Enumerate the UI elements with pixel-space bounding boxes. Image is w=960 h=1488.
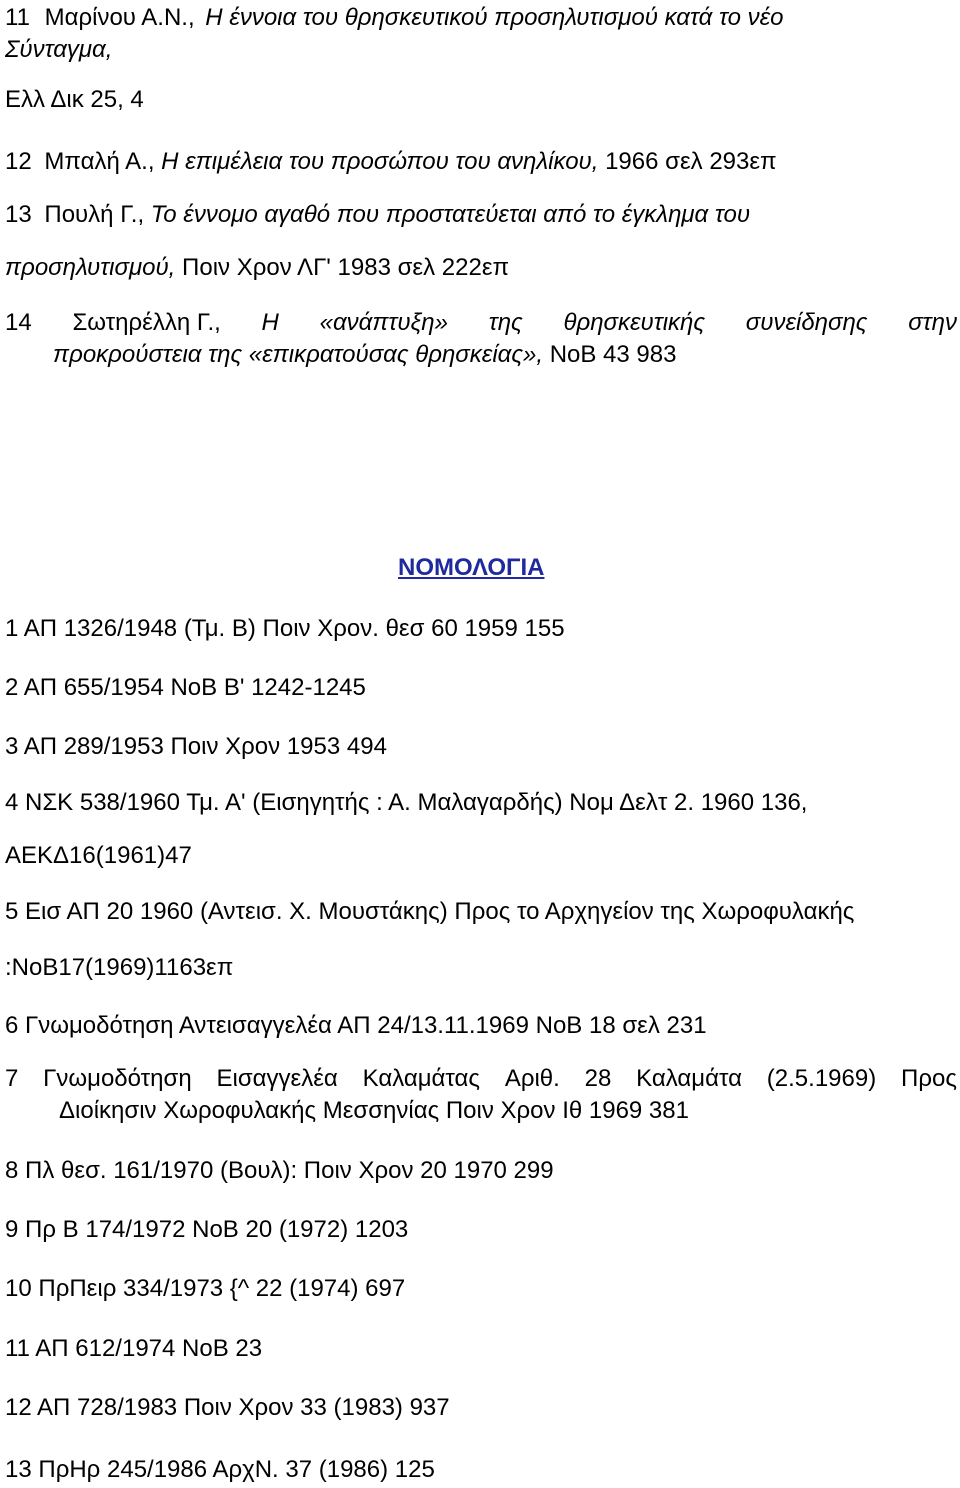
bib-title-word: στην [908, 309, 957, 336]
case-entry-4-cont: ΑΕΚΔ16(1961)47 [5, 842, 192, 869]
case-entry-12: 12 ΑΠ 728/1983 Ποιν Χρον 33 (1983) 937 [5, 1394, 450, 1421]
case-entry-2: 2 ΑΠ 655/1954 ΝοΒ Β' 1242-1245 [5, 674, 366, 701]
bib-author: Σωτηρέλλη Γ., [72, 309, 221, 336]
bib-title-word: «ανάπτυξη» [319, 309, 448, 336]
bib-source: 1966 σελ 293επ [605, 148, 777, 175]
case-word: Αριθ. [504, 1065, 560, 1092]
section-heading-case-law: ΝΟΜΟΛΟΓΙΑ [398, 554, 545, 581]
case-entry-6: 6 Γνωμοδότηση Αντεισαγγελέα ΑΠ 24/13.11.1969 ΝοΒ 18 σελ 231 [5, 1012, 707, 1039]
case-word: Εισαγγελέα [216, 1065, 338, 1092]
case-word: Καλαμάτας [362, 1065, 480, 1092]
bib-author: Μαρίνου Α.Ν., [44, 4, 195, 31]
case-entry-4: 4 ΝΣΚ 538/1960 Τμ. Α' (Εισηγητής : Α. Μαλαγαρδής) Νομ Δελτ 2. 1960 136, [5, 789, 808, 816]
case-word: 28 [584, 1065, 612, 1092]
bib-entry-14-cont [53, 340, 676, 370]
bib-author: Μπαλή Α., [44, 148, 155, 175]
bib-title-word: συνείδησης [745, 309, 868, 336]
case-entry-11: 11 ΑΠ 612/1974 ΝοΒ 23 [5, 1335, 263, 1362]
case-entry-5-cont: :ΝοΒ17(1969)1163επ [5, 954, 234, 981]
case-word: Προς [901, 1065, 957, 1092]
bib-title-word: Η [261, 309, 279, 336]
case-entry-1: 1 ΑΠ 1326/1948 (Τμ. Β) Ποιν Χρον. θεσ 60 1959 155 [5, 615, 565, 642]
bib-entry-11-source: Ελλ Δικ 25, 4 [5, 86, 144, 113]
bib-title-word: της [488, 309, 523, 336]
bib-entry-11 [5, 3, 784, 33]
bib-title: Η έννοια του θρησκευτικού προσηλυτισμού κατά το νέο [205, 4, 784, 31]
case-entry-8: 8 Πλ θεσ. 161/1970 (Βουλ): Ποιν Χρον 20 1970 299 [5, 1157, 554, 1184]
bib-title-cont: προκρούστεια της «επικρατούσας θρησκείας», [53, 341, 544, 368]
case-word: Γνωμοδότηση [43, 1065, 192, 1092]
case-word: Καλαμάτα [636, 1065, 742, 1092]
bib-author: Πουλή Γ., [44, 201, 145, 228]
case-entry-9: 9 Πρ Β 174/1972 ΝοΒ 20 (1972) 1203 [5, 1216, 409, 1243]
case-word: 7 [5, 1065, 19, 1092]
bib-number: 14 [5, 309, 32, 336]
case-entry-13: 13 ΠρΗρ 245/1986 ΑρχΝ. 37 (1986) 125 [5, 1456, 435, 1483]
bib-entry-11-title-cont: Σύνταγμα, [5, 36, 113, 63]
case-word: (2.5.1969) [766, 1065, 877, 1092]
bib-title: Η επιμέλεια του προσώπου του ανηλίκου, [161, 148, 599, 175]
bib-entry-14 [5, 308, 957, 338]
bib-source: Ποιν Χρον ΛΓ' 1983 σελ 222επ [182, 254, 510, 281]
bib-entry-12 [5, 147, 777, 177]
bib-number: 13 [5, 201, 32, 228]
case-entry-3: 3 ΑΠ 289/1953 Ποιν Χρον 1953 494 [5, 733, 387, 760]
bib-source: ΝοΒ 43 983 [549, 341, 677, 368]
bib-title-cont: προσηλυτισμού, [5, 254, 176, 281]
bib-title: Το έννομο αγαθό που προστατεύεται από το έγκλημα του [150, 201, 751, 228]
bib-entry-13 [5, 200, 750, 230]
bib-number: 11 [5, 4, 30, 31]
bib-entry-13-cont [5, 253, 509, 283]
case-entry-5: 5 Εισ ΑΠ 20 1960 (Αντεισ. Χ. Μουστάκης) Προς το Αρχηγείον της Χωροφυλακής [5, 898, 855, 925]
bib-number: 12 [5, 148, 32, 175]
bib-title-word: θρησκευτικής [563, 309, 706, 336]
case-entry-7 [5, 1064, 957, 1094]
case-entry-10: 10 ΠρΠειρ 334/1973 {^ 22 (1974) 697 [5, 1275, 406, 1302]
case-entry-7-cont: Διοίκησιν Χωροφυλακής Μεσσηνίας Ποιν Χρον Ιθ 1969 381 [59, 1097, 689, 1124]
